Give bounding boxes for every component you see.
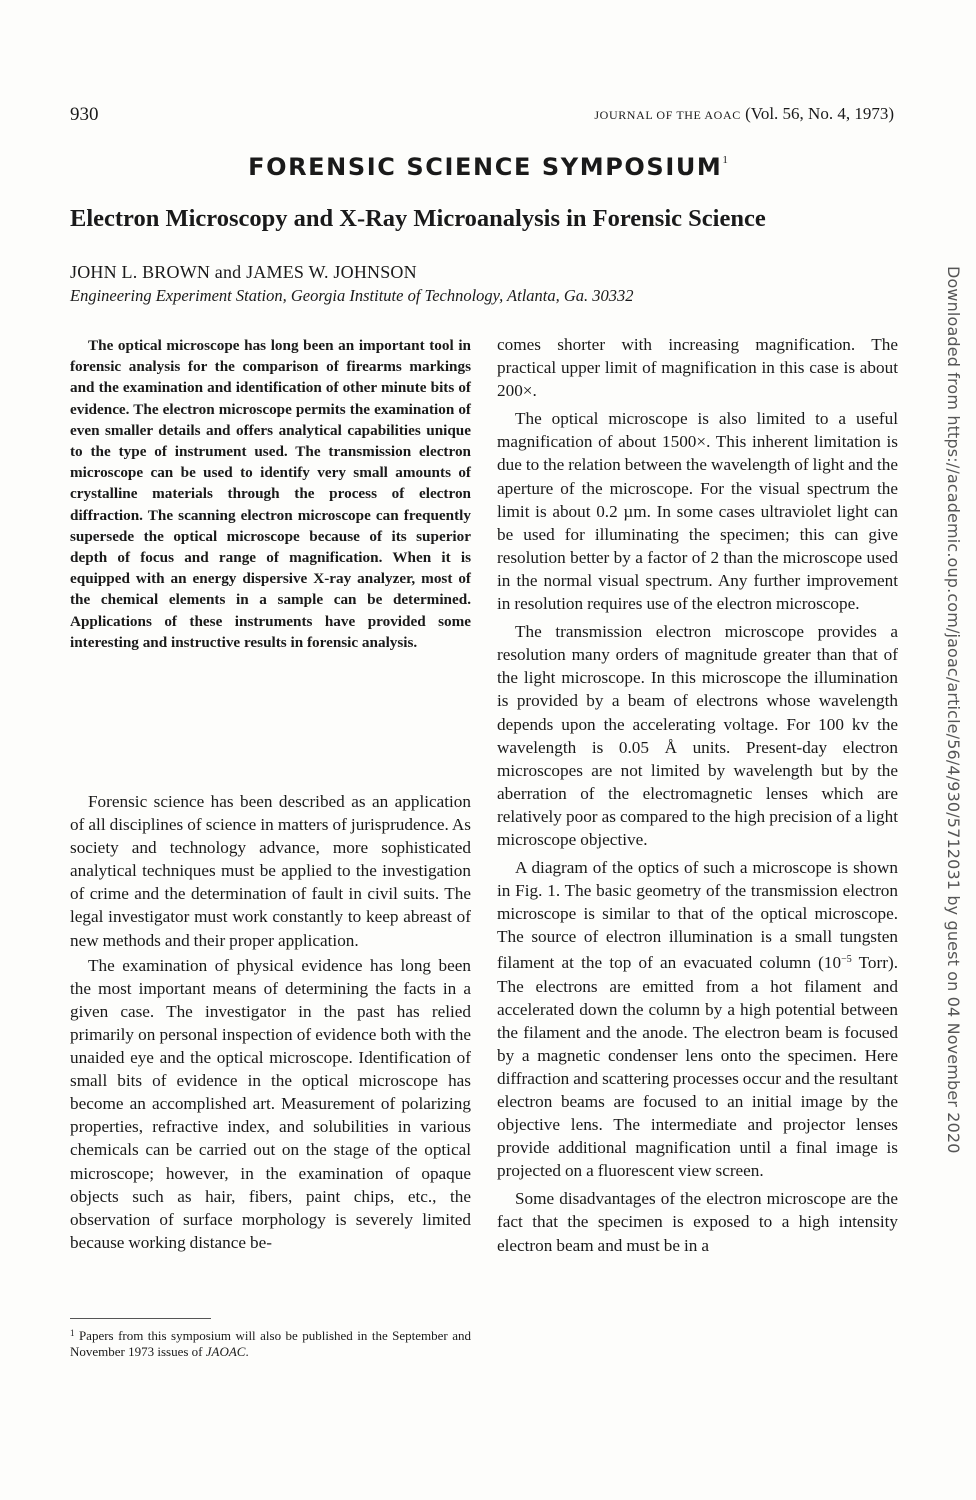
footnote-journal: JAOAC	[205, 1343, 246, 1359]
body-paragraph: Some disadvantages of the electron microscope are the fact that the specimen is exposed to a high intensity electron beam and must be in a	[497, 1189, 898, 1255]
body-paragraph: Forensic science has been described as an application of all disciplines of science in matters of jurisprudence. As society and technology advance, more sophisticated analytical techniques must be applied to the investigation of crime and the determination of fault in civil suits. The legal investigator must work constantly to keep abreast of new methods and their proper application.	[70, 792, 471, 950]
footnote-text: Papers from this symposium will also be published in the September and November 1973 issues of	[70, 1328, 471, 1359]
body-paragraph: The transmission electron microscope provides a resolution many orders of magnitude greater than that of the light microscope. In this microscope the illumination is provided by a beam of electrons whose wavelength depends upon the accelerating voltage. For 100 kv the wavelength is 0.05 Å units. Present-day electron microscopes are not limited by wavelength but by the aberration of the electromagnetic lenses which are relatively poor as compared to the high precision of a light microscope objective.	[497, 622, 898, 849]
body-paragraph-continued: comes shorter with increasing magnification. The practical upper limit of magnification in this case is about 200×.	[497, 335, 898, 401]
footnote-marker: 1	[70, 1328, 75, 1338]
authors: JOHN L. BROWN and JAMES W. JOHNSON	[70, 262, 417, 282]
symposium-footnote-marker: 1	[722, 154, 728, 166]
footnote	[70, 1326, 471, 1359]
article-title: Electron Microscopy and X-Ray Microanalysis in Forensic Science	[70, 205, 766, 232]
volume-info: (Vol. 56, No. 4, 1973)	[745, 104, 894, 123]
left-column-body	[70, 790, 471, 1254]
right-column-body	[497, 333, 898, 1257]
body-paragraph	[497, 856, 898, 1182]
body-paragraph: The examination of physical evidence has long been the most important means of determining the facts in a given case. The investigator in the past has relied primarily on personal inspection of evidence both with the unaided eye and the optical microscope. Identification of small bits of evidence in the optical microscope has become an accomplished art. Measurement of polarizing properties, refractive index, and solubilities in various chemicals can be carried out on the stage of the optical microscope; however, in the examination of opaque objects such as hair, fibers, paint chips, etc., the observation of surface morphology is severely limited because working distance be-	[70, 955, 471, 1252]
symposium-title	[0, 153, 976, 181]
exponent: −5	[841, 954, 852, 966]
body-paragraph: The optical microscope is also limited to a useful magnification of about 1500×. This inherent limitation is due to the relation between the wavelength of light and the aperture of the microscope. For the visual spectrum the limit is about 0.2 µm. In some cases ultraviolet light can be used for illuminating the specimen; this can give resolution better by a factor of 2 than the microscope used in the normal visual spectrum. Any further improvement in resolution requires use of the electron microscope.	[497, 409, 898, 614]
symposium-title-text: FORENSIC SCIENCE SYMPOSIUM	[248, 153, 723, 181]
journal-name: JOURNAL OF THE AOAC	[594, 108, 741, 122]
footnote-end: .	[245, 1343, 249, 1359]
page-number: 930	[70, 104, 99, 125]
abstract: The optical microscope has long been an important tool in forensic analysis for the comparison of firearms markings and the examination and identification of other minute bits of evidence. The electron microscope permits the examination of even smaller details and offers analytical capabilities unique to the type of instrument used. The transmission electron microscope can be used to identify very small amounts of crystalline materials through the process of electron diffraction. The scanning electron microscope can frequently supersede the optical microscope because of its superior depth of focus and range of magnification. When it is equipped with an energy dispersive X-ray analyzer, most of the chemical elements in a sample can be determined. Applications of these instruments have provided some interesting and instructive results in forensic analysis.	[70, 337, 471, 651]
running-head	[594, 104, 894, 124]
download-watermark: Downloaded from https://academic.oup.com/jaoac/article/56/4/930/5712031 by guest on 04 November 2020	[944, 266, 963, 1154]
paragraph-text: Torr). The electrons are emitted from a hot filament and accelerated down the column by a high potential between the filament and the anode. The electron beam is focused by a magnetic condenser lens onto the specimen. Here diffraction and scattering processes occur and the resultant electron beams are focused to an initial image by the objective lens. The intermediate and projector lenses provide additional magnification until a final image is projected on a fluorescent view screen.	[497, 953, 898, 1181]
affiliation: Engineering Experiment Station, Georgia Institute of Technology, Atlanta, Ga. 30332	[70, 286, 634, 305]
footnote-divider	[70, 1318, 211, 1319]
paragraph-text: A diagram of the optics of such a microscope is shown in Fig. 1. The basic geometry of the transmission electron microscope is similar to that of the optical microscope. The source of electron illumination is a small tungsten filament at the top of an evacuated column (10	[497, 858, 898, 973]
